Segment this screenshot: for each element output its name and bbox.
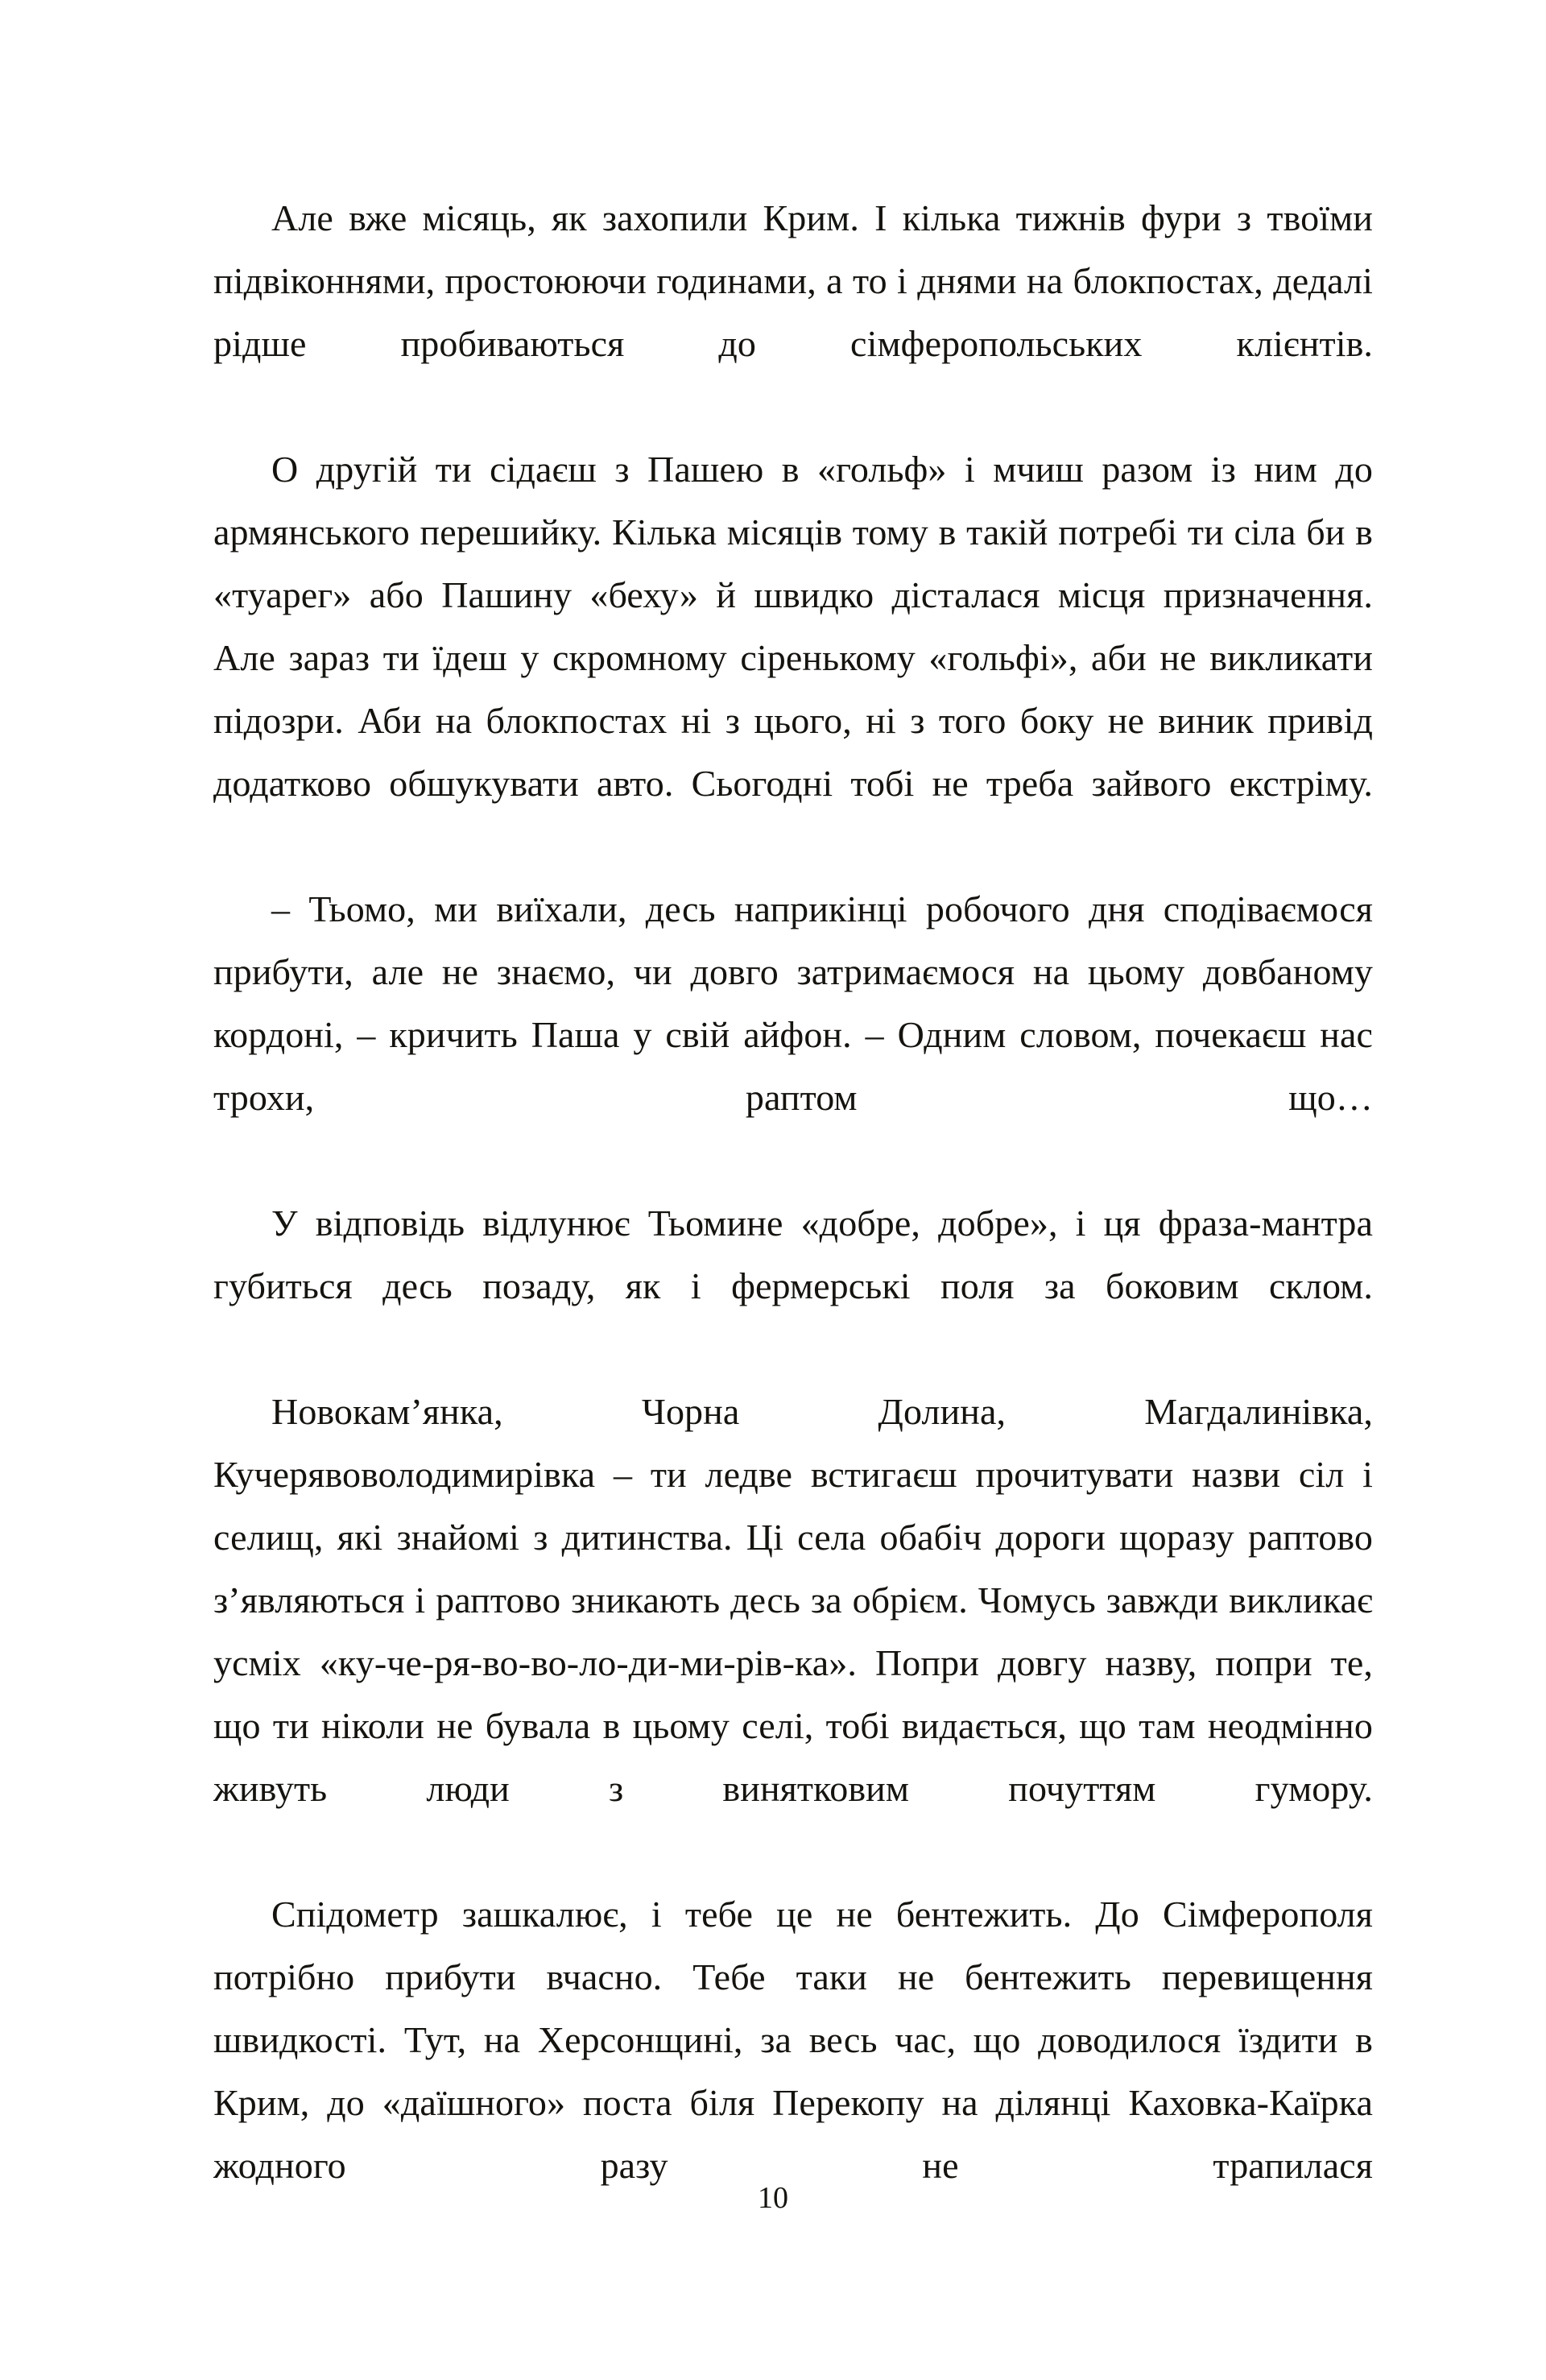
paragraph-3: – Тьомо, ми виїхали, десь наприкінці робочого дня сподіваємося прибути, але не знаємо, чи довго затримаємося на цьому довбаному кордоні, – кричить Паша у свій айфон. – Одним словом, почекаєш нас трохи, раптом що…: [213, 888, 1373, 1118]
paragraph-2: О другій ти сідаєш з Пашею в «гольф» і мчиш разом із ним до армянського перешийку. Кілька місяців тому в такій потребі ти сіла би в «туарег» або Пашину «беху» й швидко дісталася місця призначення. Але зараз ти їдеш у скромному сіренькому «гольфі», аби не викликати підозри. Аби на блокпостах ні з цього, ні з того боку не виник привід додатково обшукувати авто. Сьогодні тобі не треба зайвого екстріму.: [213, 449, 1373, 804]
paragraph-4: У відповідь відлунює Тьомине «добре, добре», і ця фраза-мантра губиться десь позаду, як і фермерські поля за боковим склом.: [213, 1202, 1373, 1306]
paragraph-1: Але вже місяць, як захопили Крим. І кілька тижнів фури з твоїми підвіконнями, простоюючи годинами, а то і днями на блокпостах, дедалі рідше пробиваються до сімферопольських клієнтів.: [213, 197, 1373, 364]
paragraph-5: Новокам’янка, Чорна Долина, Магдалинівка, Кучерявоволодимирівка – ти ледве встигаєш прочитувати назви сіл і селищ, які знайомі з дитинства. Ці села обабіч дороги щоразу раптово з’являються і раптово зникають десь за обрієм. Чомусь завжди викликає усміх «ку-че-ря-во-во-ло-ди-ми-рів-ка». Попри довгу назву, попри те, що ти ніколи не бувала в цьому селі, тобі видається, що там неодмінно живуть люди з винятковим почуттям гумору.: [213, 1391, 1373, 1809]
paragraph-6: Спідометр зашкалює, і тебе це не бентежить. До Сімферополя потрібно прибути вчасно. Тебе таки не бентежить перевищення швидкості. Тут, на Херсонщині, за весь час, що доводилося їздити в Крим, до «даїшного» поста біля Перекопу на ділянці Каховка-Каїрка жодного разу не трапилася: [213, 1894, 1373, 2186]
page-number: 10: [758, 2181, 788, 2215]
page-text-block: [213, 187, 1373, 2260]
